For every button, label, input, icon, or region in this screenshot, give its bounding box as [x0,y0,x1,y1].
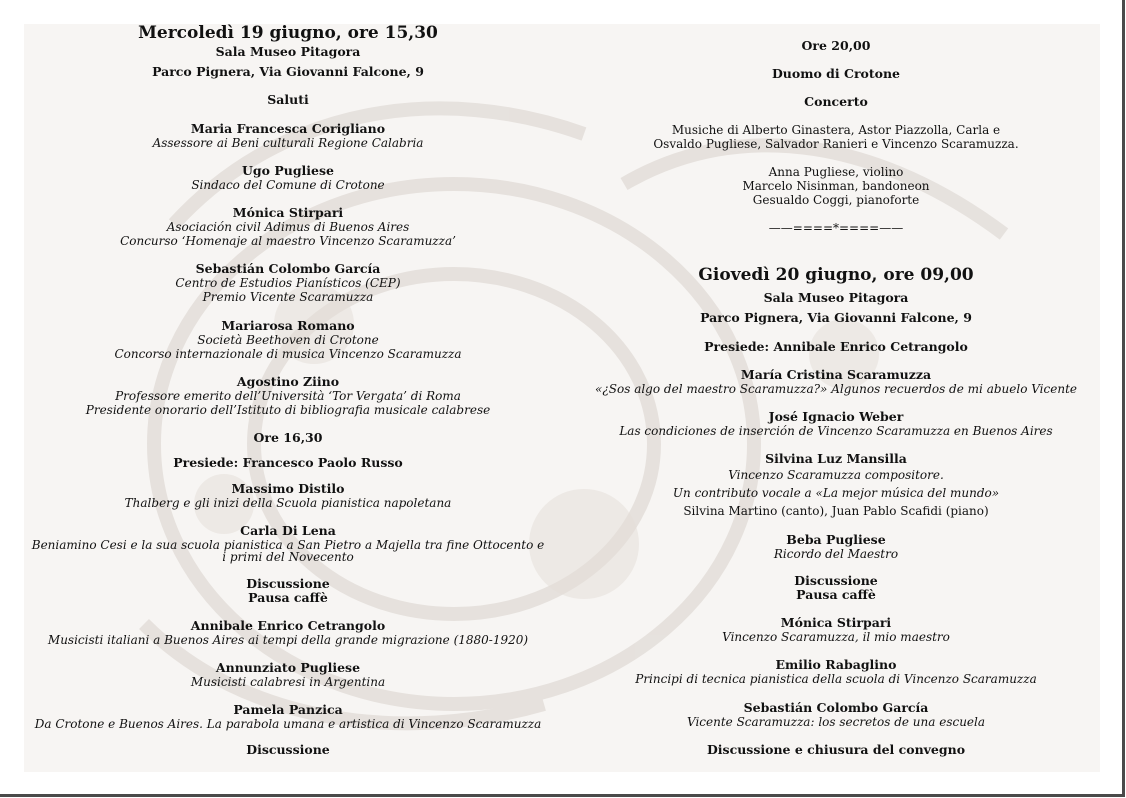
session-chair: Presiede: Francesco Paolo Russo [173,455,403,470]
talk-title: Da Crotone e Buenos Aires. La parabola umana e artistica di Vincenzo Scaramuzza [34,717,542,731]
session-time: Ore 20,00 [801,38,871,53]
speaker-name: Massimo Distilo [231,481,345,496]
talk-title: Un contributo vocale a «La mejor música del mundo» [672,486,1000,500]
venue-name: Sala Museo Pitagora [215,44,361,59]
speaker-role: Asociación civil Adimus di Buenos Aires [166,220,410,234]
talk-title: Thalberg e gli inizi della Scuola pianistica napoletana [124,496,452,510]
session-chair: Presiede: Annibale Enrico Cetrangolo [704,339,968,354]
talk-title: Beniamino Cesi e la sua scuola pianistica a San Pietro a Majella tra fine Ottocento e [31,538,545,552]
speaker-name: Mariarosa Romano [221,318,355,333]
performer: Gesualdo Coggi, pianoforte [752,193,920,207]
speaker-name: Maria Francesca Corigliano [190,121,386,136]
speaker-name: Sebastián Colombo García [743,700,929,715]
talk-title: Principi di tecnica pianistica della scuola di Vincenzo Scaramuzza [635,672,1037,686]
talk-title: i primi del Novecento [222,550,354,564]
speaker-name: Silvina Luz Mansilla [765,451,907,466]
concert-heading: Concerto [804,94,868,109]
venue-address: Parco Pignera, Via Giovanni Falcone, 9 [152,64,424,79]
discussion-label: Discussione [794,573,878,588]
talk-title: Musicisti italiani a Buenos Aires ai tempi della grande migrazione (1880-1920) [47,633,529,647]
concert-program: Musiche di Alberto Ginastera, Astor Piazzolla, Carla e [671,123,1001,137]
concert-program: Osvaldo Pugliese, Salvador Ranieri e Vincenzo Scaramuzza. [653,137,1019,151]
program-page [24,24,1100,772]
speaker-name: Beba Pugliese [786,532,886,547]
performers: Silvina Martino (canto), Juan Pablo Scafidi (piano) [683,504,989,518]
performer: Marcelo Nisinman, bandoneon [742,179,930,193]
talk-title: Vincenzo Scaramuzza compositore. [728,468,944,482]
discussion-label: Discussione [246,576,330,591]
talk-title: Las condiciones de inserción de Vincenzo Scaramuzza en Buenos Aires [619,424,1053,438]
speaker-name: Pamela Panzica [233,702,343,717]
discussion-label: Discussione [246,742,330,757]
speaker-name: José Ignacio Weber [768,409,904,424]
coffee-break-label: Pausa caffè [796,587,876,602]
speaker-role: Professore emerito dell’Università ‘Tor Vergata’ di Roma [115,389,461,403]
speaker-name: Ugo Pugliese [242,163,334,178]
speaker-role: Assessore ai Beni culturali Regione Calabria [152,136,424,150]
talk-title: Ricordo del Maestro [773,547,899,561]
speaker-name: Emilio Rabaglino [775,657,897,672]
section-heading: Saluti [267,92,309,107]
speaker-name: Sebastián Colombo García [195,261,381,276]
talk-title: Vincenzo Scaramuzza, il mio maestro [722,630,950,644]
session-time: Ore 16,30 [253,430,323,445]
speaker-name: Annunziato Pugliese [215,660,361,675]
venue-name: Duomo di Crotone [771,66,901,81]
speaker-name: Agostino Ziino [236,374,340,389]
day-heading-thursday: Giovedì 20 giugno, ore 09,00 [698,265,974,285]
speaker-role: Presidente onorario dell’Istituto di bibliografia musicale calabrese [85,403,491,417]
speaker-role: Premio Vicente Scaramuzza [202,290,374,304]
speaker-role: Sindaco del Comune di Crotone [191,178,385,192]
speaker-name: Mónica Stirpari [780,615,892,630]
speaker-name: María Cristina Scaramuzza [740,367,932,382]
talk-title: «¿Sos algo del maestro Scaramuzza?» Algunos recuerdos de mi abuelo Vicente [595,382,1077,396]
venue-address: Parco Pignera, Via Giovanni Falcone, 9 [700,310,972,325]
talk-title: Musicisti calabresi in Argentina [190,675,386,689]
speaker-name: Mónica Stirpari [232,205,344,220]
talk-title: Vicente Scaramuzza: los secretos de una escuela [686,715,986,729]
coffee-break-label: Pausa caffè [248,590,328,605]
speaker-name: Annibale Enrico Cetrangolo [190,618,386,633]
closing-label: Discussione e chiusura del convegno [706,742,966,757]
venue-name: Sala Museo Pitagora [763,290,909,305]
section-separator: ——====*====—— [768,221,904,235]
speaker-role: Concorso internazionale di musica Vincenzo Scaramuzza [114,347,462,361]
speaker-role: Centro de Estudios Pianísticos (CEP) [175,276,401,290]
speaker-name: Carla Di Lena [240,523,336,538]
performer: Anna Pugliese, violino [768,165,904,179]
speaker-role: Società Beethoven di Crotone [197,333,379,347]
speaker-role: Concurso ‘Homenaje al maestro Vincenzo Scaramuzza’ [120,234,456,248]
day-heading-wednesday: Mercoledì 19 giugno, ore 15,30 [138,24,438,43]
